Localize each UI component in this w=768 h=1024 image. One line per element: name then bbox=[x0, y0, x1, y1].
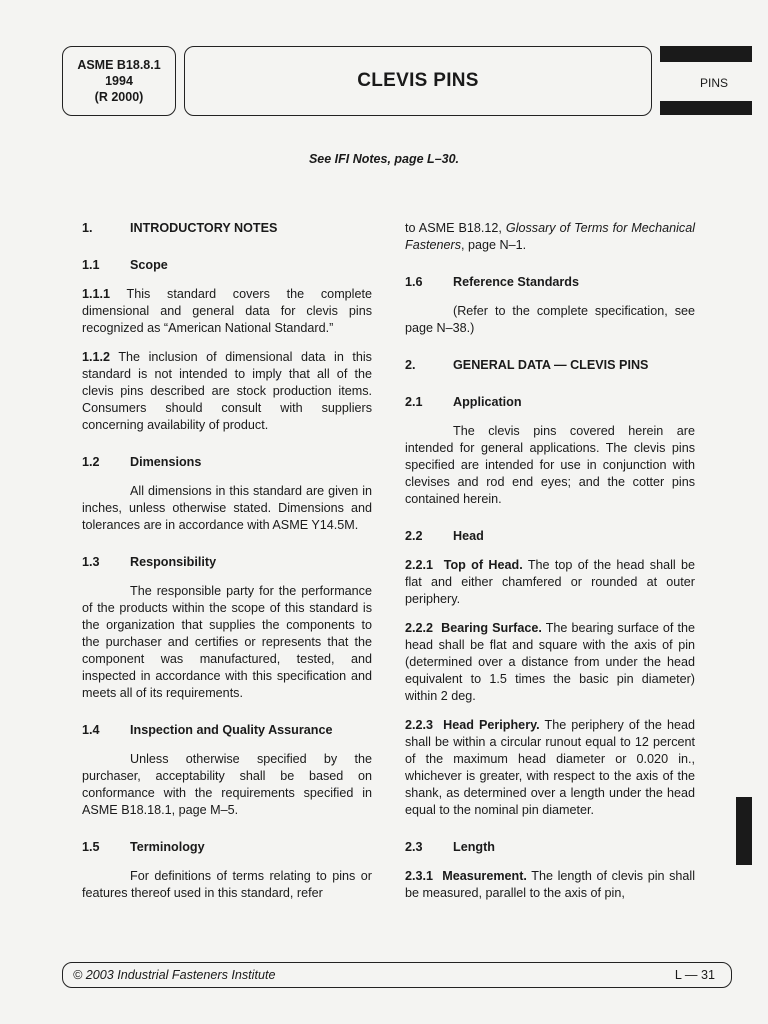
page-number: L — 31 bbox=[674, 968, 715, 982]
left-column bbox=[82, 220, 372, 914]
paragraph: 1.1.1 This standard covers the complete dimensional and general data for clevis pins recognized as “American National Standard.” bbox=[82, 287, 372, 335]
copyright-text: © 2003 Industrial Fasteners Institute bbox=[73, 968, 276, 982]
section-heading: 1. INTRODUCTORY NOTES bbox=[82, 221, 278, 235]
section-tab-label: PINS bbox=[700, 76, 729, 90]
section-heading: 1.4 Inspection and Quality Assurance bbox=[82, 723, 333, 737]
section-heading: 1.2 Dimensions bbox=[82, 455, 202, 469]
paragraph: 2.2.2 Bearing Surface. The bearing surface of the head shall be flat and square with the axis of pin (determined over a distance from under the head equivalent to 1.5 times the basic pin diameter) within 2 deg. bbox=[405, 621, 695, 703]
paragraph: The clevis pins covered herein are intended for general applications. The clevis pins specified are intended for use in conjunction with clevises and rod end eyes; and the cotter pins contained herein. bbox=[405, 424, 695, 506]
paragraph: (Refer to the complete specification, see page N–38.) bbox=[405, 304, 695, 335]
standard-reaffirmed: (R 2000) bbox=[94, 90, 144, 104]
section-heading: 2.2 Head bbox=[405, 529, 484, 543]
paragraph: 1.1.2 The inclusion of dimensional data in this standard is not intended to imply that all of the clevis pins described are stock production items. Consumers should consult with suppliers concerning availability of product. bbox=[82, 350, 372, 432]
section-heading: 1.3 Responsibility bbox=[82, 555, 217, 569]
page-title: CLEVIS PINS bbox=[357, 70, 479, 91]
footer bbox=[62, 962, 732, 988]
section-heading: 2.1 Application bbox=[405, 395, 522, 409]
paragraph: All dimensions in this standard are given in inches, unless otherwise stated. Dimensions and tolerances are in accordance with ASME Y14.5M. bbox=[82, 484, 372, 532]
paragraph: 2.2.3 Head Periphery. The periphery of the head shall be within a circular runout equal to 12 percent of the maximum head diameter or 0.020 in., whichever is greater, with respect to the axis of the shank, as determined over a length under the head equal to the nominal pin diameter. bbox=[405, 718, 695, 817]
paragraph-continued: to ASME B18.12, Glossary of Terms for Mechanical Fasteners, page N–1. bbox=[405, 221, 695, 252]
right-column bbox=[405, 220, 695, 914]
tab-bar-top bbox=[660, 46, 752, 62]
ifi-note: See IFI Notes, page L–30. bbox=[308, 152, 460, 166]
section-heading: 1.6 Reference Standards bbox=[405, 275, 579, 289]
paragraph: 2.3.1 Measurement. The length of clevis pin shall be measured, parallel to the axis of pin, bbox=[405, 869, 695, 900]
standard-designation-box bbox=[62, 46, 176, 116]
paragraph: For definitions of terms relating to pins or features thereof used in this standard, refer bbox=[82, 869, 372, 900]
standard-year: 1994 bbox=[105, 74, 133, 88]
section-heading: 2.3 Length bbox=[405, 840, 495, 854]
paragraph: The responsible party for the performance of the products within the scope of this standard is the organization that supplies the components to the purchaser and certifies or represents that the component was manufactured, tested, and inspected in accordance with this specification and meets all of its requirements. bbox=[82, 584, 372, 700]
paragraph: Unless otherwise specified by the purchaser, acceptability shall be based on conformance with the requirements specified in ASME B18.18.1, page M–5. bbox=[82, 752, 372, 817]
section-heading: 1.5 Terminology bbox=[82, 840, 205, 854]
paragraph: 2.2.1 Top of Head. The top of the head shall be flat and either chamfered or rounded at outer periphery. bbox=[405, 558, 696, 606]
page-title-box bbox=[184, 46, 652, 116]
section-heading: 2. GENERAL DATA — CLEVIS PINS bbox=[405, 358, 649, 372]
side-thumb-tab bbox=[736, 797, 752, 865]
standard-number: ASME B18.8.1 bbox=[77, 58, 161, 72]
section-heading: 1.1 Scope bbox=[82, 258, 168, 272]
tab-bar-bottom bbox=[660, 101, 752, 115]
